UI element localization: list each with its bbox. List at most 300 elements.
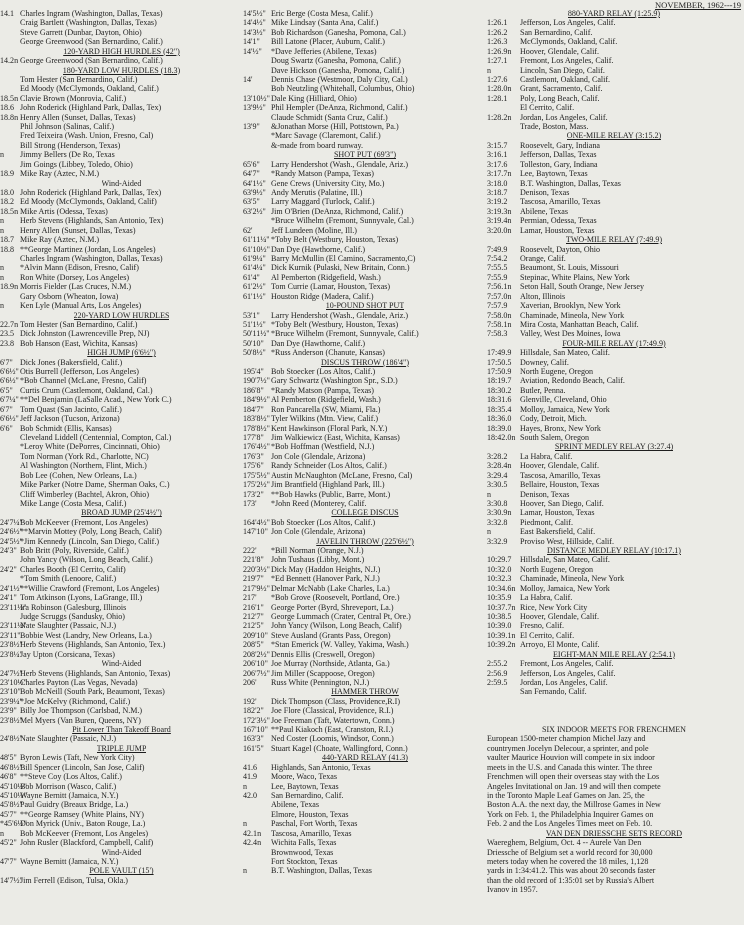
athlete-school: Valley, West Des Moines, Iowa	[520, 329, 621, 339]
text: 220-YARD LOW HURDLES	[73, 310, 170, 320]
mark: 1:26.2	[487, 27, 508, 37]
athlete-school: **Willie Crawford (Fremont, Los Angeles)	[20, 583, 160, 593]
athlete-school: Grant, Sacramento, Calif.	[520, 84, 603, 94]
athlete-school: Jim Ferrell (Edison, Tulsa, Okla.)	[20, 875, 128, 885]
mark: 190'7½"	[243, 376, 270, 386]
result-row	[243, 320, 487, 329]
athlete-school: *Randy Matson (Pampa, Texas)	[271, 169, 374, 179]
mark	[0, 84, 20, 93]
mark: 7:49.9	[487, 244, 508, 254]
athlete-school: Bob Hanson (East, Wichita, Kansas)	[20, 338, 138, 348]
result-row	[243, 857, 487, 866]
athlete-school: Fresno, Calif.	[520, 621, 565, 631]
page-header: NOVEMBER, 1962---19	[655, 0, 741, 10]
text: COLLEGE DISCUS	[331, 508, 399, 518]
mark: 23'11½"	[0, 602, 27, 612]
text: DISTANCE MEDLEY RELAY (10:17.1)	[547, 546, 681, 556]
mark: 6'6"	[0, 423, 13, 433]
mark: 161'5"	[243, 743, 264, 753]
mark: 18:35.4	[487, 404, 512, 414]
mark	[487, 122, 520, 131]
result-row	[487, 292, 741, 301]
result-row	[0, 461, 243, 470]
athlete-school: Abilene, Texas	[271, 800, 320, 810]
athlete-school: Lee, Baytown, Texas	[271, 781, 339, 791]
result-row	[487, 311, 741, 320]
mark: 2:59.5	[487, 677, 508, 687]
text: DISCUS THROW (186'4")	[320, 357, 410, 367]
athlete-school: Dennis Chase (Westmoor, Daly City, Cal.)	[271, 74, 408, 84]
mark	[0, 490, 20, 499]
result-row	[243, 424, 487, 433]
mark: 173'2"	[243, 489, 264, 499]
mark: 7:55.5	[487, 263, 508, 273]
athlete-school: Joe Freeman (Taft, Watertown, Conn.)	[271, 715, 395, 725]
mark: 18:19.7	[487, 376, 512, 386]
mark: 24'8½"	[0, 734, 23, 744]
text: Feb. 2 and the Los Angeles Times meet on Feb. 10.	[487, 819, 653, 829]
result-row	[0, 791, 243, 800]
paragraph-line	[487, 734, 741, 743]
mark: 14'7½"	[0, 875, 23, 885]
result-row	[487, 386, 741, 395]
mark: 24'6½"	[0, 527, 23, 537]
mark: 3:32.9	[487, 536, 508, 546]
athlete-school: Morris Fielder (Las Cruces, N.M.)	[20, 282, 132, 292]
mark: 45'10½"	[0, 781, 27, 791]
mark: 23'10"	[0, 687, 21, 697]
mark: 1:27.6	[487, 74, 508, 84]
result-row	[0, 263, 243, 272]
athlete-school: La Habra, Calif.	[520, 593, 573, 603]
athlete-school: Tascosa, Amarillo, Texas	[520, 197, 601, 207]
mark: 14.2n	[0, 56, 19, 66]
mark: 42.1n	[243, 828, 262, 838]
mark: 3:18.0	[487, 178, 508, 188]
athlete-school: Bellaire, Houston, Texas	[520, 480, 600, 490]
paragraph-line	[487, 857, 741, 866]
athlete-school: Cleveland Liddell (Centennial, Compton, Cal.)	[20, 432, 172, 442]
result-row	[0, 452, 243, 461]
mark: 3:30.9n	[487, 508, 512, 518]
athlete-school: **Del Benjamin (LaSalle Acad., New York C.)	[20, 395, 172, 405]
athlete-school: Jefferson, Los Angeles, Calif.	[520, 668, 616, 678]
mark: 18.5n	[0, 93, 19, 103]
athlete-school: Tolleston, Gary, Indiana	[520, 159, 598, 169]
mark: 61'10½"	[243, 244, 270, 254]
result-row	[243, 273, 487, 282]
result-row	[0, 169, 243, 178]
text	[487, 716, 741, 725]
mark: 10:32.0	[487, 564, 512, 574]
mark: n	[487, 527, 492, 537]
mark: 18:42.0n	[487, 432, 516, 442]
athlete-school: Fremont, Los Angeles, Calif.	[520, 659, 614, 669]
mark	[0, 292, 20, 301]
result-row	[243, 169, 487, 178]
result-row	[0, 650, 243, 659]
section-heading	[0, 725, 243, 734]
result-row	[243, 339, 487, 348]
result-row	[0, 207, 243, 216]
result-row	[0, 131, 243, 140]
result-row	[0, 113, 243, 122]
result-row	[243, 706, 487, 715]
mark	[0, 141, 20, 150]
athlete-school: Mike Artis (Odessa, Texas)	[20, 206, 108, 216]
mark: 45'10¼"	[0, 791, 27, 801]
athlete-school: Dick May (Haddon Heights, N.J.)	[271, 564, 381, 574]
result-row	[487, 263, 741, 272]
result-row	[243, 866, 487, 875]
mark	[0, 555, 20, 564]
athlete-school: Bob Neutzling (Whitehall, Columbus, Ohio)	[271, 84, 415, 94]
athlete-school: Ron White (Dorsey, Los Angeles)	[20, 272, 130, 282]
mark: n	[487, 65, 492, 75]
result-row	[487, 301, 741, 310]
mark: 7:58.1n	[487, 319, 512, 329]
mark: 14'5½"	[243, 9, 266, 18]
section-heading	[487, 235, 741, 244]
text: Ivanov in 1957.	[487, 885, 538, 895]
athlete-school: Bill Spencer (Lincoln, San Jose, Calif)	[20, 762, 145, 772]
result-row	[0, 94, 243, 103]
mark	[0, 75, 20, 84]
mark: 3:19.3n	[487, 206, 512, 216]
athlete-school: Craig Bartlett (Washington, Dallas, Texas)	[20, 18, 157, 28]
result-row	[487, 593, 741, 602]
mark: 10:39.0	[487, 621, 512, 631]
athlete-school: Hillsdale, San Mateo, Calif.	[520, 555, 610, 565]
result-row	[487, 499, 741, 508]
athlete-school: George Greenwood (San Bernardino, Calif.)	[20, 37, 163, 47]
athlete-school: **Paul Kiakoch (East, Cranston, R.I.)	[271, 725, 394, 735]
athlete-school: Fremont, Los Angeles, Calif.	[520, 56, 614, 66]
athlete-school: Mira Costa, Manhattan Beach, Calif.	[520, 319, 639, 329]
mark: 64'7"	[243, 169, 260, 179]
mark	[243, 84, 271, 93]
result-row	[0, 782, 243, 791]
mark: 63'5"	[243, 197, 260, 207]
athlete-school: Charles Ingram (Washington, Dallas, Texas)	[20, 9, 163, 18]
mark: 48'5"	[0, 753, 17, 763]
mark: 7:55.9	[487, 272, 508, 282]
mark: 1:27.1	[487, 56, 508, 66]
mark: 18.8n	[0, 112, 19, 122]
result-row	[243, 94, 487, 103]
result-row	[243, 499, 487, 508]
mark: n	[0, 216, 5, 226]
column-right	[487, 9, 741, 895]
result-row	[0, 329, 243, 338]
athlete-school: Beaumont, St. Louis, Missouri	[520, 263, 619, 273]
paragraph-line	[487, 838, 741, 847]
athlete-school: Orange, Calif.	[520, 253, 566, 263]
text: countrymen Jocelyn Delecour, a sprinter, and pole	[487, 743, 649, 753]
athlete-school: Fort Stockton, Texas	[271, 856, 338, 866]
mark: 14'4½"	[243, 18, 266, 28]
result-row	[0, 819, 243, 828]
result-row	[243, 386, 487, 395]
text: SPRINT MEDLEY RELAY (3:27.4)	[554, 442, 674, 452]
result-row	[0, 442, 243, 451]
mark: 206'10"	[243, 659, 268, 669]
mark: 178'8½"	[243, 423, 270, 433]
mark: 221'8"	[243, 555, 264, 565]
mark: 61'1½"	[243, 291, 266, 301]
result-row	[487, 612, 741, 621]
text: than the old record of 1:35:01 set by Russia's Albert	[487, 875, 655, 885]
athlete-school: Steve Ausland (Grants Pass, Oregon)	[271, 630, 391, 640]
result-row	[487, 226, 741, 235]
athlete-school: George Porter (Byrd, Shreveport, La.)	[271, 602, 394, 612]
mark: 41.9	[243, 772, 258, 782]
result-row	[487, 94, 741, 103]
athlete-school: Jim Walkiewicz (East, Wichita, Kansas)	[271, 432, 400, 442]
text: FOUR-MILE RELAY (17:49.9)	[562, 338, 666, 348]
result-row	[243, 725, 487, 734]
result-row	[0, 480, 243, 489]
athlete-school: Delmar McNabb (Lake Charles, La.)	[271, 583, 390, 593]
result-row	[487, 28, 741, 37]
athlete-school: Tom Hester (San Bernardino, Calif.)	[20, 319, 138, 329]
mark	[0, 122, 20, 131]
result-row	[243, 471, 487, 480]
mark	[0, 37, 20, 46]
text: vaulter Maurice Houvion will compete in six indoor	[487, 753, 655, 763]
athlete-school: Bob Richardson (Ganesha, Pomona, Cal.)	[271, 27, 406, 37]
mark: 24'3"	[0, 546, 17, 556]
mark: 2:55.2	[487, 659, 508, 669]
mark: 23'9"	[0, 706, 17, 716]
athlete-school: Poly, Long Beach, Calif.	[520, 93, 600, 103]
text: 180-YARD LOW HURDLES (18.3)	[62, 65, 181, 75]
text: Waereghem, Belgium, Oct. 4 -- Aurele Van Den	[487, 838, 642, 848]
result-row	[0, 367, 243, 376]
mark: 184'7"	[243, 404, 264, 414]
mark: 3:28.4n	[487, 461, 512, 471]
mark: 18.0	[0, 188, 15, 198]
result-row	[243, 565, 487, 574]
section-heading	[243, 508, 487, 517]
mark: 3:16.1	[487, 150, 508, 160]
mark: 209'10"	[243, 630, 268, 640]
result-row	[487, 433, 741, 442]
athlete-school: *Toby Belt (Westbury, Houston, Texas)	[271, 235, 399, 245]
result-row	[487, 188, 741, 197]
mark: 219'7"	[243, 574, 264, 584]
athlete-school: Chaminade, Mineola, New York	[520, 574, 625, 584]
athlete-school: Hoover, San Diego, Calif.	[520, 498, 604, 508]
result-row	[487, 367, 741, 376]
mark: 6'7¼"	[0, 395, 19, 405]
text: York on Feb. 1, the Philadelphia Inquirer Games on	[487, 809, 654, 819]
result-row	[487, 669, 741, 678]
mark: 1:28.2n	[487, 112, 512, 122]
athlete-school: *Dave Jefferies (Abilene, Texas)	[271, 46, 377, 56]
result-row	[243, 37, 487, 46]
athlete-school: B.T. Washington, Dallas, Texas	[271, 866, 372, 876]
athlete-school: *Toby Belt (Westbury, Houston, Texas)	[271, 319, 399, 329]
athlete-school: Paul Guidry (Breaux Bridge, La.)	[20, 800, 129, 810]
result-row	[487, 66, 741, 75]
text: TRIPLE JUMP	[96, 743, 147, 753]
mark: 177'8"	[243, 432, 264, 442]
mark: 41.6	[243, 762, 258, 772]
mark: 63'2½"	[243, 206, 266, 216]
result-row	[243, 122, 487, 131]
result-row	[487, 687, 741, 696]
result-row	[487, 574, 741, 583]
result-row	[243, 226, 487, 235]
athlete-school: Russ White (Pennington, N.J.)	[271, 677, 370, 687]
result-row	[243, 103, 487, 112]
result-row	[0, 697, 243, 706]
athlete-school: Herb Stevens (Highlands, San Antonio, Tex)	[20, 216, 164, 226]
athlete-school: Alton, Illinois	[520, 291, 566, 301]
athlete-school: Mike Lange (Costa Mesa, Calif.)	[20, 498, 127, 508]
athlete-school: Elmore, Houston, Texas	[271, 809, 349, 819]
section-heading	[243, 687, 487, 696]
mark: 61'4"	[243, 272, 260, 282]
mark: 14'3½"	[243, 27, 266, 37]
mark	[0, 433, 20, 442]
result-row	[487, 103, 741, 112]
article-title	[487, 725, 741, 734]
athlete-school: Downey, Calif.	[520, 357, 569, 367]
result-row	[243, 329, 487, 338]
athlete-school: Ira Robinson (Galesburg, Illinois	[20, 602, 127, 612]
text: POLE VAULT (15')	[89, 866, 154, 876]
athlete-school: North Eugene, Oregon	[520, 367, 594, 377]
athlete-school: Bob Morrison (Wasco, Calif.)	[20, 781, 117, 791]
result-row	[0, 141, 243, 150]
athlete-school: Glenville, Cleveland, Ohio	[520, 395, 607, 405]
athlete-school: Abilene, Texas	[520, 206, 569, 216]
result-row	[0, 282, 243, 291]
section-heading	[243, 358, 487, 367]
section-heading	[0, 311, 243, 320]
result-row	[487, 160, 741, 169]
mark: 23.5	[0, 329, 15, 339]
athlete-school: Bob Stoecker (Los Altos, Calif.)	[271, 367, 376, 377]
athlete-school: Dick Jones (Bakersfield, Calif.)	[20, 357, 123, 367]
athlete-school: *Bob Channel (McLane, Fresno, Calif)	[20, 376, 147, 386]
section-heading	[487, 650, 741, 659]
mark: 64'1½"	[243, 178, 266, 188]
mark: 18.7	[0, 235, 15, 245]
mark: n	[0, 225, 5, 235]
athlete-school: Don Myrick (Univ., Baton Rouge, La.)	[20, 819, 146, 829]
mark: 1:26.3	[487, 37, 508, 47]
mark: 10:32.3	[487, 574, 512, 584]
mark	[243, 848, 271, 857]
text: in the Toronto Maple Leaf Games on Jan. 25, the	[487, 791, 645, 801]
result-row	[243, 829, 487, 838]
result-row	[0, 56, 243, 65]
mark	[0, 471, 20, 480]
result-row	[243, 376, 487, 385]
mark: 18:31.6	[487, 395, 512, 405]
result-row	[243, 734, 487, 743]
result-row	[243, 546, 487, 555]
result-row	[487, 621, 741, 630]
result-row	[0, 376, 243, 385]
athlete-school: Phil Johnson (Salinas, Calif.)	[20, 122, 115, 132]
paragraph-line	[487, 866, 741, 875]
text: 120-YARD HIGH HURDLES (42")	[63, 46, 180, 56]
athlete-school: Tom Currie (Lamar, Houston, Texas)	[271, 282, 391, 292]
athlete-school: Paschal, Fort Worth, Texas	[271, 819, 358, 829]
result-row	[487, 452, 741, 461]
result-row	[487, 480, 741, 489]
athlete-school: **Bob Hawks (Public, Barre, Mont.)	[271, 489, 391, 499]
result-row	[0, 838, 243, 847]
mark: 18.9n	[0, 282, 19, 292]
mark: 13'10½"	[243, 93, 270, 103]
result-row	[243, 640, 487, 649]
mark: 14'1"	[243, 37, 260, 47]
athlete-school: Mike Ray (Aztec, N.M.)	[20, 169, 100, 179]
result-row	[243, 141, 487, 150]
mark: n	[0, 301, 5, 311]
section-heading	[487, 131, 741, 140]
athlete-school: *Alvin Mann (Edison, Fresno, Calif)	[20, 263, 139, 273]
athlete-school: La Habra, Calif.	[520, 451, 573, 461]
text: Wind-Aided	[101, 659, 142, 669]
result-row	[243, 621, 487, 630]
athlete-school: John Roderick (Highland Park, Dallas, Tex)	[20, 103, 162, 113]
athlete-school: Trade, Boston, Mass.	[520, 122, 589, 132]
result-row	[487, 565, 741, 574]
athlete-school: *Bob Grove (Roosevelt, Portland, Ore.)	[271, 593, 400, 603]
result-row	[243, 612, 487, 621]
result-row	[243, 47, 487, 56]
mark: 220'3½"	[243, 564, 270, 574]
athlete-school: Jim Goings (Libbey, Toledo, Ohio)	[20, 159, 133, 169]
result-row	[0, 857, 243, 866]
result-row	[487, 527, 741, 536]
subheading	[0, 848, 243, 857]
athlete-school: Molloy, Jamaica, New York	[520, 583, 610, 593]
athlete-school: *Joe McKelvy (Richmond, Calif.)	[20, 696, 131, 706]
athlete-school: Nate Slaughter (Passaic, N.J.)	[20, 734, 117, 744]
mark: 46'8"	[0, 772, 17, 782]
athlete-school: San Fernando, Calif.	[520, 687, 587, 697]
result-row	[243, 131, 487, 140]
athlete-school: Bob McKeever (Fremont, Los Angeles)	[20, 828, 149, 838]
result-row	[487, 141, 741, 150]
result-row	[0, 254, 243, 263]
mark: 3:30.5	[487, 480, 508, 490]
mark: 14'	[243, 74, 253, 84]
result-row	[0, 603, 243, 612]
athlete-school: *Marc Savage (Claremont, Calif.)	[271, 131, 381, 141]
athlete-school: **Steve Coy (Los Altos, Calif.)	[20, 772, 122, 782]
paragraph-line	[487, 848, 741, 857]
mark: n	[0, 828, 5, 838]
athlete-school: Kent Hawkinson (Floral Park, N.Y.)	[271, 423, 388, 433]
athlete-school: Herb Stevens (Highlands, San Antonio, Tex.)	[20, 640, 166, 650]
result-row	[243, 772, 487, 781]
result-row	[243, 584, 487, 593]
result-row	[0, 18, 243, 27]
mark: 10:38.5	[487, 612, 512, 621]
athlete-school: *Bob Hoffman (Westfield, N.J.)	[271, 442, 375, 452]
mark: 23'9¼"	[0, 696, 23, 706]
paragraph-line	[487, 772, 741, 781]
athlete-school: George Lummach (Crater, Central Pt, Ore.)	[271, 612, 411, 621]
